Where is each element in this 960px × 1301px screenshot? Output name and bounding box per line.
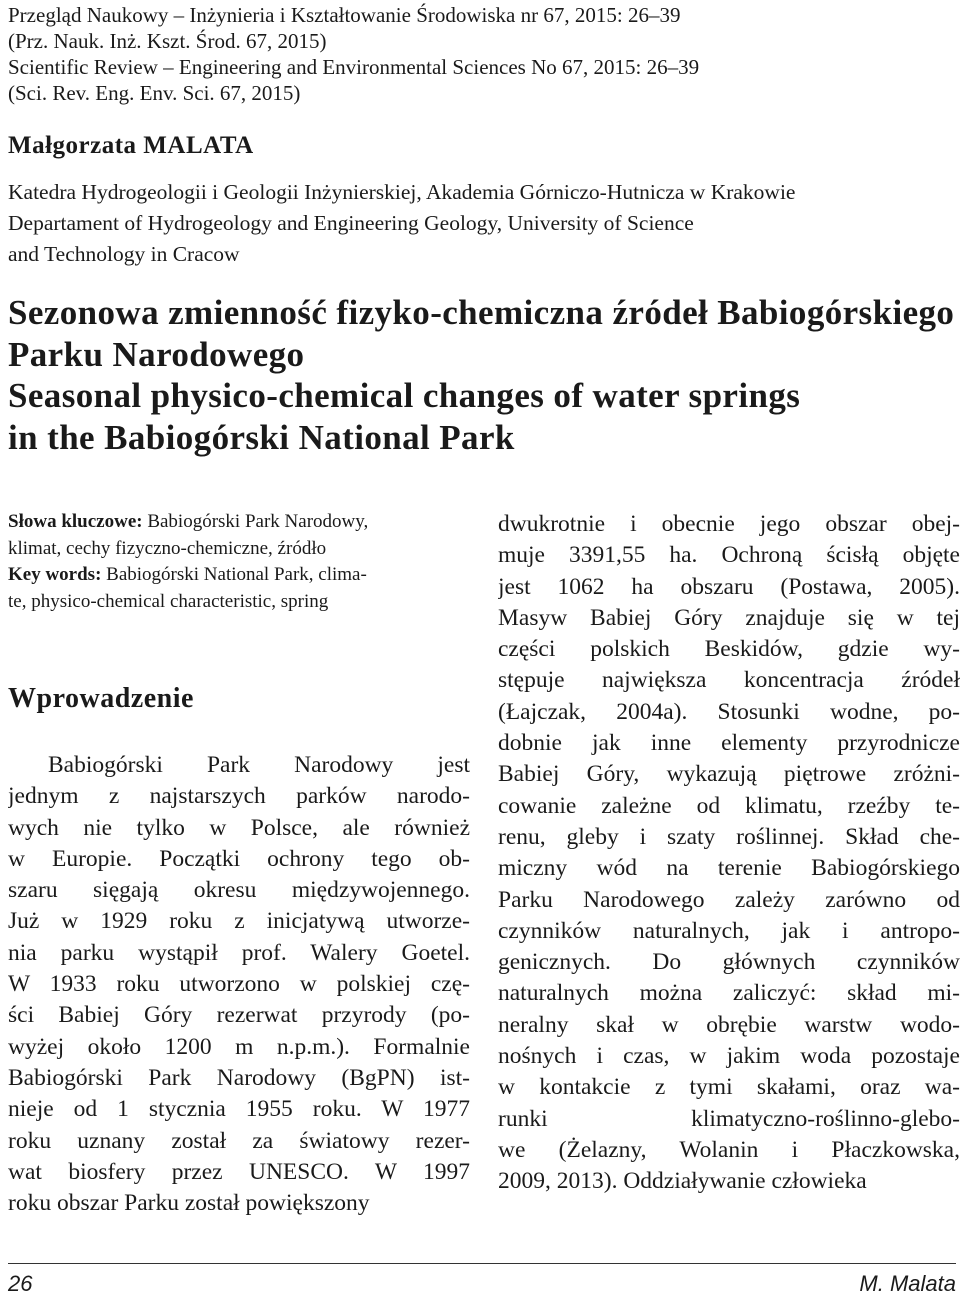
running-author: M. Malata bbox=[859, 1271, 956, 1296]
journal-citation-en: Scientific Review – Engineering and Environmental Sciences No 67, 2015: 26–39 bbox=[8, 55, 700, 79]
keywords-en-line1 bbox=[8, 562, 470, 589]
body-text-line: Już w 1929 roku z inicjatywą utworze- bbox=[8, 908, 470, 935]
body-text-line: roku uznany został za światowy rezer- bbox=[8, 1127, 470, 1154]
author-affiliation bbox=[8, 177, 953, 270]
body-text-line: miczny wód na terenie Babiogórskiego bbox=[498, 855, 960, 882]
body-text-line: wyżej około 1200 m n.p.m.). Formalnie bbox=[8, 1033, 470, 1060]
body-text-line: nia parku wystąpił prof. Walery Goetel. bbox=[8, 939, 470, 966]
body-text-line: wych nie tylko w Polsce, ale również bbox=[8, 814, 470, 841]
footer-rule bbox=[8, 1263, 956, 1264]
title-en-line2: in the Babiogórski National Park bbox=[8, 417, 515, 457]
page-number: 26 bbox=[8, 1271, 33, 1296]
body-text-line: W 1933 roku utworzono w polskiej czę- bbox=[8, 971, 470, 998]
affiliation-en-line2: and Technology in Cracow bbox=[8, 242, 240, 266]
body-text-line: renu, gleby i szaty roślinnej. Skład che- bbox=[498, 823, 960, 850]
article-title bbox=[8, 292, 956, 458]
article-page bbox=[8, 0, 960, 1301]
body-text-line: naturalnych można zaliczyć: skład mi- bbox=[498, 980, 960, 1007]
body-text-line: muje 3391,55 ha. Ochroną ścisłą objęte bbox=[498, 542, 960, 569]
body-text-right-column bbox=[498, 509, 960, 1198]
body-text-left-column bbox=[8, 750, 470, 1219]
body-text-line: we (Żelazny, Wolanin i Płaczkowska, bbox=[498, 1136, 960, 1163]
body-text-line: (Łajczak, 2004a). Stosunki wodne, po- bbox=[498, 698, 960, 725]
body-text-line: genicznych. Do głównych czynników bbox=[498, 949, 960, 976]
body-text-line: ści Babiej Góry rezerwat przyrody (po- bbox=[8, 1002, 470, 1029]
journal-header bbox=[8, 2, 948, 106]
body-text-line: części polskich Beskidów, gdzie wy- bbox=[498, 636, 960, 663]
keywords-en-text: Babiogórski National Park, clima- bbox=[101, 564, 367, 585]
title-pl-line2: Parku Narodowego bbox=[8, 334, 305, 374]
section-heading: Wprowadzenie bbox=[8, 683, 194, 714]
body-text-line: Babiogórski Park Narodowy (BgPN) ist- bbox=[8, 1064, 470, 1091]
body-text-line: Babiej Góry, wykazują piętrowe zróżni- bbox=[498, 761, 960, 788]
body-text-line: w kontakcie z tymi skałami, oraz wa- bbox=[498, 1074, 960, 1101]
journal-citation-pl: Przegląd Naukowy – Inżynieria i Kształtowanie Środowiska nr 67, 2015: 26–39 bbox=[8, 3, 681, 27]
author-name: Małgorzata MALATA bbox=[8, 132, 254, 159]
body-text-line: runki klimatyczno-roślinno-glebo- bbox=[498, 1105, 960, 1132]
body-text-line: jednym z najstarszych parków narodo- bbox=[8, 783, 470, 810]
body-text-line: dobnie jak inne elementy przyrodnicze bbox=[498, 730, 960, 757]
body-text-line: nieje od 1 stycznia 1955 roku. W 1977 bbox=[8, 1096, 470, 1123]
body-text-line: wat biosfery przez UNESCO. W 1997 bbox=[8, 1158, 470, 1185]
body-text-line: 2009, 2013). Oddziaływanie człowieka bbox=[498, 1168, 867, 1195]
body-text-line: neralny skał w obrębie warstw wodo- bbox=[498, 1011, 960, 1038]
journal-abbrev-pl: (Prz. Nauk. Inż. Kszt. Środ. 67, 2015) bbox=[8, 29, 327, 53]
keywords-pl-line2: klimat, cechy fizyczno-chemiczne, źródło bbox=[8, 537, 327, 559]
body-text-line: nośnych i czas, w jakim woda pozostaje bbox=[498, 1043, 960, 1070]
keywords-en-label: Key words: bbox=[8, 564, 102, 585]
keywords-pl-text: Babiogórski Park Narodowy, bbox=[142, 511, 369, 532]
keywords-pl-line1 bbox=[8, 509, 470, 536]
affiliation-en-line1: Departament of Hydrogeology and Engineering Geology, University of Science bbox=[8, 211, 694, 235]
keywords-block bbox=[8, 509, 470, 615]
body-text-line: Masyw Babiej Góry znajduje się w tej bbox=[498, 604, 960, 631]
body-text-line: dwukrotnie i obecnie jego obszar obej- bbox=[498, 511, 960, 537]
body-text-line: cowanie zależne od klimatu, rzeźby te- bbox=[498, 792, 960, 819]
keywords-en-line2: te, physico-chemical characteristic, spring bbox=[8, 590, 329, 612]
body-text-line: szaru sięgają okresu międzywojennego. bbox=[8, 877, 470, 904]
journal-abbrev-en: (Sci. Rev. Eng. Env. Sci. 67, 2015) bbox=[8, 81, 301, 105]
body-text-line: Babiogórski Park Narodowy jest bbox=[48, 752, 470, 778]
affiliation-pl: Katedra Hydrogeologii i Geologii Inżynierskiej, Akademia Górniczo-Hutnicza w Krakowie bbox=[8, 180, 796, 204]
title-pl-line1: Sezonowa zmienność fizyko-chemiczna źródeł Babiogórskiego bbox=[8, 293, 955, 332]
body-text-line: Parku Narodowego zależy zarówno od bbox=[498, 886, 960, 913]
title-en-line1: Seasonal physico-chemical changes of water springs bbox=[8, 376, 801, 415]
body-text-line: w Europie. Początki ochrony tego ob- bbox=[8, 845, 470, 872]
body-text-line: czynników naturalnych, jak i antropo- bbox=[498, 917, 960, 944]
body-text-line: jest 1062 ha obszaru (Postawa, 2005). bbox=[498, 573, 960, 600]
body-text-line: stępuje największa koncentracja źródeł bbox=[498, 667, 960, 694]
keywords-pl-label: Słowa kluczowe: bbox=[8, 511, 143, 532]
body-text-line: roku obszar Parku został powiększony bbox=[8, 1190, 370, 1217]
